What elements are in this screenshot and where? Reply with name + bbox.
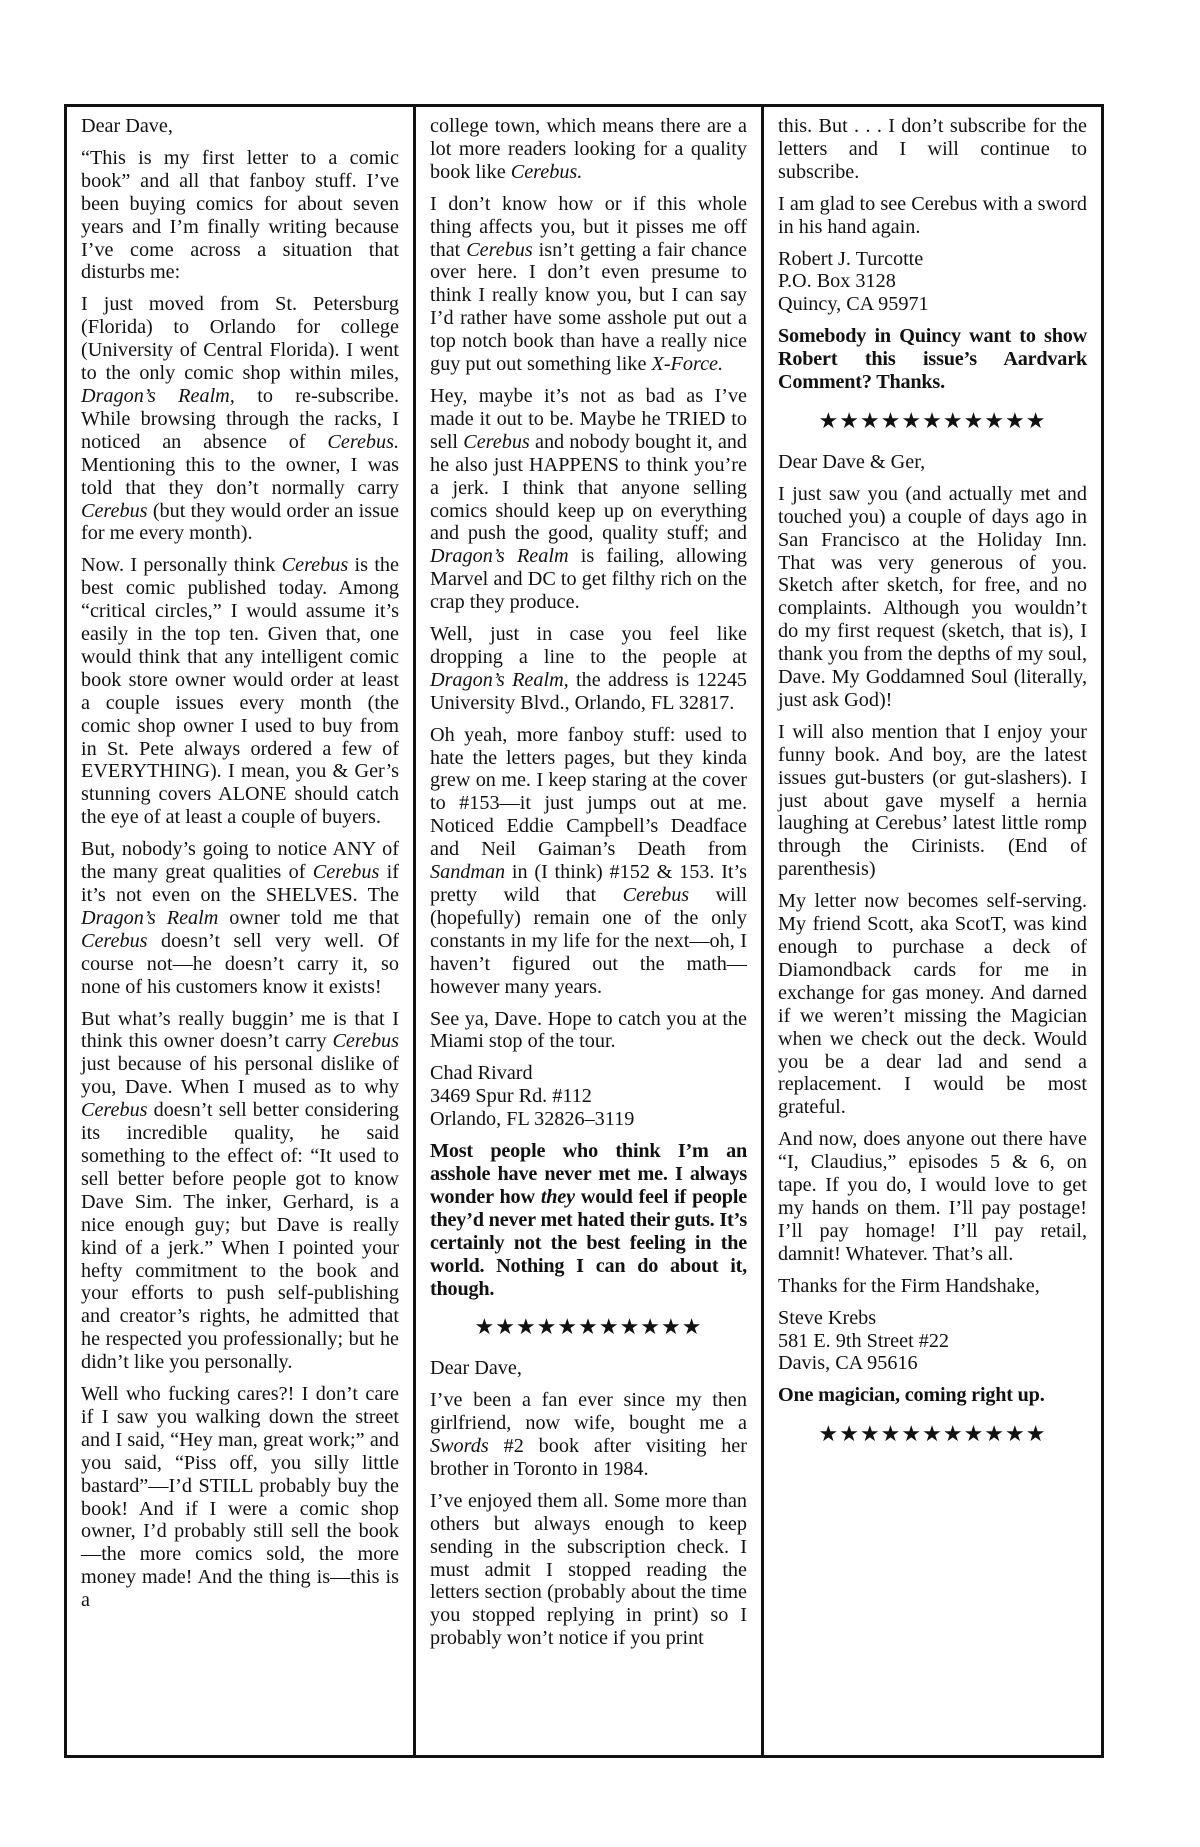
text-run: Dear Dave, — [81, 115, 173, 137]
italic-text: Cerebus — [463, 430, 530, 453]
text-run: Thanks for the Firm Handshake, — [778, 1274, 1040, 1297]
text-run: But, nobody’s going to notice ANY of the many great qualities of — [81, 838, 399, 884]
address-line: 3469 Spur Rd. #112 — [430, 1085, 592, 1108]
text-run: this. But . . . I don’t subscribe for the letters and I will continue to subscribe. — [778, 115, 1087, 183]
text-run: Well who fucking cares?! I don’t care if I saw you walking down the street and I said, “Hey man, great work;” and you said, “Piss off, you silly little bastard”—I’d STILL probably buy the book! And if I were a comic shop owner, I’d probably still sell the book—the more comics sold, the more money made! And the thing is—this is a — [81, 1383, 399, 1612]
letter-paragraph — [430, 1490, 747, 1650]
text-run: And now, does anyone out there have “I, Claudius,” episodes 5 & 6, on tape. If you do, I would love to get my hands on them. I’ll pay postage! I’ll pay homage! I’ll pay retail, damnit! Whatever. That’s all. — [778, 1128, 1087, 1265]
text-run: My letter now becomes self-serving. My friend Scott, aka ScotT, was kind enough to purchase a deck of Diamondback cards for me in exchange for gas money. And darned if we weren’t missing the Magician when we check out the deck. Would you be a dear lad and send a replacement. I would be most grateful. — [778, 890, 1087, 1119]
text-run: the address is 12245 University Blvd., Orlando, FL 32817. — [430, 668, 748, 714]
text-run: owner told me that — [218, 906, 399, 929]
letter-paragraph — [778, 115, 1087, 184]
text-run: doesn’t sell very well. Of course not—he doesn’t carry it, so none of his customers know it exists! — [81, 929, 399, 998]
editor-reply — [778, 1384, 1087, 1407]
italic-text: Dragon’s Realm — [430, 545, 569, 568]
text-run: isn’t getting a fair chance over here. I don’t even presume to think I really know you, but I can say I’d rather have some asshole put out a top notch book than have a really nice guy put out something like — [430, 238, 747, 376]
letter-paragraph — [81, 147, 399, 284]
letter-paragraph — [778, 451, 1087, 474]
text-run: I am glad to see Cerebus with a sword in his hand again. — [778, 192, 1087, 238]
address-line: Orlando, FL 32826–3119 — [430, 1108, 635, 1131]
italic-text: Sandman — [430, 861, 506, 884]
letter-paragraph — [778, 193, 1087, 239]
letter-paragraph — [430, 623, 747, 715]
letter-paragraph — [81, 554, 399, 829]
address-line: Robert J. Turcotte — [778, 247, 924, 270]
text-run: is failing, allowing Marvel and DC to get filthy rich on the crap they produce. — [430, 545, 748, 614]
text-run: Dear Dave & Ger, — [778, 450, 926, 473]
text-run: Somebody in Quincy want to show Robert this issue’s Aardvark Comment? Thanks. — [778, 325, 1087, 394]
italic-text: Dragon’s Realm — [81, 906, 219, 929]
letter-paragraph — [81, 838, 399, 998]
italic-text: Cerebus — [312, 861, 380, 884]
letter-paragraph — [81, 293, 399, 545]
text-run: I will also mention that I enjoy your funny book. And boy, are the latest issues gut-busters (or gut-slashers). I just about gave myself a hernia laughing at Cerebus’ latest little romp through the Cirinists. (End of parenthesis) — [778, 720, 1087, 881]
text-run: See ya, Dave. Hope to catch you at the Miami stop of the tour. — [430, 1007, 747, 1053]
address-line: Quincy, CA 95971 — [778, 293, 929, 316]
star-divider — [778, 1423, 1087, 1446]
letter-signature-address — [778, 1307, 1087, 1376]
text-run: Hey, maybe it’s not as bad as I’ve made it out to be. Maybe he TRIED to sell — [430, 384, 747, 453]
italic-text: X-Force. — [651, 353, 724, 376]
letter-paragraph — [430, 193, 747, 376]
italic-text: Cerebus — [81, 499, 148, 522]
text-run: Now. I personally think — [81, 554, 282, 577]
italic-text: Dragon’s Realm, — [81, 384, 235, 407]
letter-paragraph — [430, 1357, 747, 1380]
address-line: 581 E. 9th Street #22 — [778, 1329, 950, 1352]
letter-signature-address — [778, 248, 1087, 317]
text-run: “This is my first letter to a comic book” and all that fanboy stuff. I’ve been buying comics for about seven years and I’m finally writing because I’ve come across a situation that disturbs me: — [81, 146, 399, 284]
letter-paragraph — [81, 1008, 399, 1375]
text-run: One magician, coming right up. — [778, 1384, 1045, 1407]
letter-paragraph — [430, 1389, 747, 1481]
italic-text: Cerebus. — [510, 160, 583, 183]
editor-reply — [430, 1140, 747, 1300]
text-run: Mentioning this to the owner, I was told that they don’t normally carry — [81, 453, 399, 499]
italic-text: Cerebus — [281, 554, 349, 577]
italic-text: Swords — [430, 1435, 489, 1458]
text-run: just because of his personal dislike of you, Dave. When I mused as to why — [81, 1053, 399, 1099]
text-run: I just saw you (and actually met and touched you) a couple of days ago in San Francisco at the Holiday Inn. That was very generous of you. Sketch after sketch, for free, and no complaints. Although you wouldn’t do my first request (sketch, that is), I thank you from the depths of my soul, Dave. My Goddamned Soul (literally, just ask God)! — [778, 482, 1087, 711]
italic-text: Cerebus. — [327, 430, 399, 453]
italic-text: Cerebus — [81, 1099, 148, 1122]
text-run: in (I think) #152 & 153. It’s pretty wild that — [430, 861, 747, 906]
text-run: to re-subscribe. While browsing through the racks, I noticed an absence of — [81, 384, 400, 453]
letter-paragraph — [430, 385, 747, 614]
text-run: ★★★★★★★★★★★ — [474, 1314, 703, 1340]
italic-text: Cerebus — [332, 1030, 399, 1053]
letter-paragraph — [778, 1275, 1087, 1298]
text-run: doesn’t sell better considering its incredible quality, he said something to the effect of: “It used to sell better before people got to know Dave Sim. The inker, Gerhard, is a nice enough guy; but Dave is really kind of a jerk.” When I pointed your hefty commitment to the book and your efforts to push self-publishing and creator’s rights, he admitted that he respected you professionally; but he didn’t like you personally. — [81, 1099, 399, 1374]
address-line: Davis, CA 95616 — [778, 1352, 918, 1375]
address-line: Steve Krebs — [778, 1306, 877, 1329]
text-run: But what’s really buggin’ me is that I think this owner doesn’t carry — [81, 1007, 399, 1053]
text-run: I’ve enjoyed them all. Some more than others but always enough to keep sending in the subscription check. I must admit I stopped reading the letters section (probably about the time you stopped replying in print) so I probably won’t notice if you print — [430, 1489, 747, 1650]
italic-text: they — [540, 1185, 575, 1208]
text-run: and nobody bought it, and he also just HAPPENS to think you’re a jerk. I think that anyone selling comics should keep up on everything and push the good, quality stuff; and — [430, 430, 747, 545]
text-run: if it’s not even on the SHELVES. The — [81, 861, 399, 906]
text-run: will (hopefully) remain one of the only constants in my life for the next—oh, I haven’t figured out the math—however many years. — [430, 884, 748, 998]
text-run: Dear Dave, — [430, 1357, 522, 1380]
column-2 — [413, 107, 761, 1755]
letter-paragraph — [430, 1008, 747, 1054]
column-3 — [761, 107, 1101, 1755]
italic-text: Cerebus — [466, 238, 533, 261]
editor-reply — [778, 325, 1087, 394]
italic-text: Cerebus — [81, 929, 148, 952]
letter-paragraph — [430, 115, 747, 184]
letter-paragraph — [778, 483, 1087, 712]
address-line: Chad Rivard — [430, 1062, 533, 1085]
text-run: is the best comic published today. Among “critical circles,” I would assume it’s easily in the top ten. Given that, one would think that any intelligent comic book store owner would order at least a couple issues every month (the comic shop owner I used to buy from in St. Pete always ordered a few of EVERYTHING). I mean, you & Ger’s stunning covers ALONE should catch the eye of at least a couple of buyers. — [81, 554, 399, 829]
text-run: I don’t know how or if this whole thing affects you, but it pisses me off that — [430, 192, 747, 261]
address-line: P.O. Box 3128 — [778, 270, 896, 293]
text-run: ★★★★★★★★★★★ — [818, 1421, 1047, 1447]
letter-paragraph — [778, 890, 1087, 1119]
letter-paragraph — [778, 721, 1087, 881]
letters-page-frame — [64, 104, 1104, 1758]
letter-signature-address — [430, 1062, 747, 1131]
letter-paragraph — [81, 115, 399, 138]
italic-text: Dragon’s Realm, — [430, 668, 569, 691]
text-run: Most people who think I’m an asshole have never met me. I always wonder how — [430, 1140, 747, 1208]
italic-text: Cerebus — [622, 884, 690, 906]
text-run: would feel if people they’d never met hated their guts. It’s certainly not the best feeling in the world. Nothing I can do about it, though. — [430, 1185, 747, 1300]
text-run: (but they would order an issue for me every month). — [81, 499, 399, 545]
text-run: I’ve been a fan ever since my then girlfriend, now wife, bought me a — [430, 1389, 747, 1435]
text-run: ★★★★★★★★★★★ — [818, 407, 1047, 433]
star-divider — [778, 407, 1087, 433]
letter-paragraph — [81, 1383, 399, 1612]
column-1 — [67, 107, 413, 1755]
text-run: college town, which means there are a lot more readers looking for a quality book like — [430, 115, 747, 183]
letter-paragraph — [778, 1128, 1087, 1265]
text-run: Oh yeah, more fanboy stuff: used to hate the letters pages, but they kinda grew on me. I keep staring at the cover to #153—it just jumps out at me. Noticed Eddie Campbell’s Deadface and Neil Gaiman’s Death from — [430, 723, 747, 861]
letter-paragraph — [430, 724, 747, 999]
star-divider — [430, 1316, 747, 1339]
text-run: I just moved from St. Petersburg (Florida) to Orlando for college (University of Central Florida). I went to the only comic shop within miles, — [81, 293, 399, 385]
text-run: #2 book after visiting her brother in Toronto in 1984. — [430, 1435, 747, 1480]
text-run: Well, just in case you feel like dropping a line to the people at — [430, 623, 747, 668]
